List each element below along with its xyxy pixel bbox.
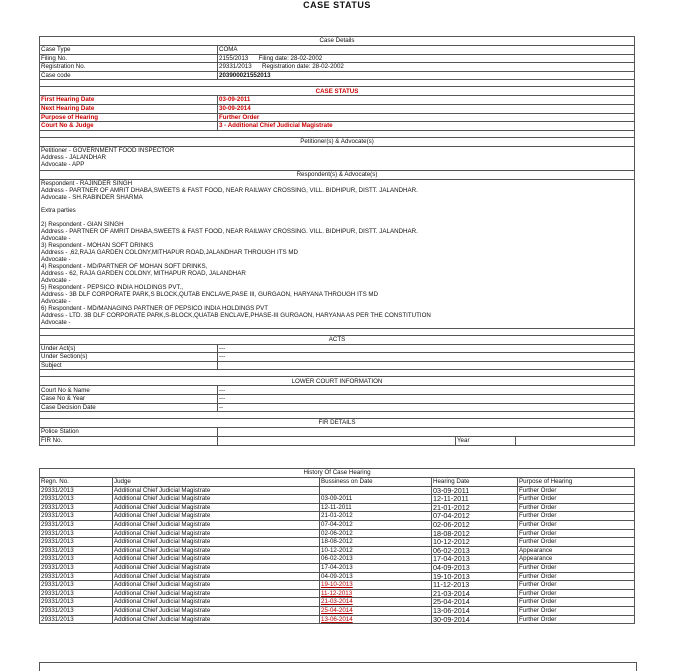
table-cell: Additional Chief Judicial Magistrate	[113, 615, 320, 624]
court-value: 3 - Additional Chief Judicial Magistrate	[218, 122, 635, 131]
spacer	[40, 370, 635, 377]
table-cell	[320, 581, 432, 590]
fir-header: FIR DETAILS	[40, 419, 635, 428]
table-cell: Further Order	[518, 520, 635, 529]
table-cell: 17-04-2013	[432, 555, 518, 564]
case-status-header: CASE STATUS	[40, 87, 635, 96]
table-cell: 21-01-2012	[432, 503, 518, 512]
business-date-link[interactable]: 25-04-2014	[321, 607, 353, 614]
table-cell: 06-02-2013	[432, 546, 518, 555]
under-acts-value: ---	[218, 344, 635, 353]
table-cell: Further Order	[518, 563, 635, 572]
table-cell: Further Order	[518, 538, 635, 547]
page-title: CASE STATUS	[303, 0, 371, 10]
table-cell: 13-06-2014	[432, 606, 518, 615]
first-hearing-value: 03-09-2011	[218, 96, 635, 105]
table-cell: Further Order	[518, 512, 635, 521]
under-sections-label: Under Section(s)	[40, 353, 218, 362]
column-header: Purpose of Hearing	[518, 478, 635, 487]
spacer	[40, 80, 635, 87]
lower-case-label: Case No & Year	[40, 395, 218, 404]
table-cell: Further Order	[518, 495, 635, 504]
table-cell	[320, 615, 432, 624]
fir-year-label: Year	[456, 437, 516, 445]
next-section-box	[39, 662, 637, 671]
column-header: Judge	[113, 478, 320, 487]
fir-no-row	[218, 436, 635, 445]
column-header: Regn. No.	[40, 478, 113, 487]
table-row	[40, 538, 635, 547]
table-cell: Additional Chief Judicial Magistrate	[113, 520, 320, 529]
table-cell: Additional Chief Judicial Magistrate	[113, 589, 320, 598]
business-date-link[interactable]: 19-10-2013	[321, 581, 353, 589]
table-cell: 29331/2013	[40, 486, 113, 495]
table-cell: 29331/2013	[40, 589, 113, 598]
table-cell: 07-04-2012	[320, 520, 432, 529]
table-cell: 21-03-2014	[432, 589, 518, 598]
table-row	[40, 581, 635, 590]
table-cell: Additional Chief Judicial Magistrate	[113, 495, 320, 504]
police-station-label: Police Station	[40, 428, 218, 437]
table-cell: 29331/2013	[40, 520, 113, 529]
table-cell: 10-12-2012	[320, 546, 432, 555]
table-cell: Additional Chief Judicial Magistrate	[113, 606, 320, 615]
table-row	[40, 546, 635, 555]
table-cell: 25-04-2014	[432, 598, 518, 607]
business-date-link[interactable]: 21-03-2014	[321, 598, 353, 606]
table-cell: 03-09-2011	[432, 486, 518, 495]
table-cell: 29331/2013	[40, 538, 113, 547]
table-row	[40, 598, 635, 607]
table-cell: 02-06-2012	[320, 529, 432, 538]
table-cell: 19-10-2013	[432, 572, 518, 581]
table-row	[40, 563, 635, 572]
table-cell: Further Order	[518, 529, 635, 538]
table-cell: 29331/2013	[40, 598, 113, 607]
table-cell: 12-11-2011	[432, 495, 518, 504]
table-cell: 30-09-2014	[432, 615, 518, 624]
history-rows	[40, 486, 635, 624]
fir-year-value	[516, 437, 634, 445]
table-cell: Additional Chief Judicial Magistrate	[113, 538, 320, 547]
lower-court-header: LOWER COURT INFORMATION	[40, 377, 635, 386]
table-cell: 29331/2013	[40, 503, 113, 512]
table-cell: 29331/2013	[40, 546, 113, 555]
table-row	[40, 512, 635, 521]
table-cell: 03-09-2011	[320, 495, 432, 504]
lower-court-value: ---	[218, 386, 635, 395]
case-type-label: Case Type	[40, 46, 218, 55]
business-date-link[interactable]: 13-06-2014	[321, 615, 353, 623]
table-cell: Further Order	[518, 615, 635, 624]
table-cell: 11-12-2013	[432, 581, 518, 590]
table-row	[40, 589, 635, 598]
table-cell: Additional Chief Judicial Magistrate	[113, 529, 320, 538]
table-cell: 12-11-2011	[320, 503, 432, 512]
table-row	[40, 495, 635, 504]
history-column-headers	[40, 478, 635, 487]
table-cell: 04-09-2013	[320, 572, 432, 581]
decision-date-value: --	[218, 403, 635, 412]
table-row	[40, 520, 635, 529]
table-cell: 29331/2013	[40, 555, 113, 564]
table-cell: 18-08-2012	[320, 538, 432, 547]
spacer	[40, 412, 635, 419]
table-cell	[320, 589, 432, 598]
table-cell	[320, 486, 432, 495]
table-row	[40, 555, 635, 564]
table-cell: Additional Chief Judicial Magistrate	[113, 563, 320, 572]
first-hearing-label: First Hearing Date	[40, 96, 218, 105]
table-row	[40, 572, 635, 581]
next-hearing-value: 30-09-2014	[218, 104, 635, 113]
business-date-link[interactable]: 11-12-2013	[321, 589, 353, 597]
table-cell: Further Order	[518, 486, 635, 495]
table-cell: 10-12-2012	[432, 538, 518, 547]
table-cell: Further Order	[518, 581, 635, 590]
petitioner-header: Petitioner(s) & Advocate(s)	[40, 137, 635, 146]
table-cell: Additional Chief Judicial Magistrate	[113, 512, 320, 521]
table-cell: Additional Chief Judicial Magistrate	[113, 581, 320, 590]
table-cell: 29331/2013	[40, 615, 113, 624]
case-details-table	[39, 36, 635, 446]
registration-no-value: 29331/2013 Registration date: 28-02-2002	[218, 63, 635, 72]
purpose-label: Purpose of Hearing	[40, 113, 218, 122]
table-cell: 06-02-2013	[320, 555, 432, 564]
case-type-value: COMA	[218, 46, 635, 55]
subject-value	[218, 361, 635, 370]
fir-no-label: FIR No.	[40, 436, 218, 445]
table-cell: 18-08-2012	[432, 529, 518, 538]
respondent-details: Respondent - RAJINDER SINGH Address - PARTNER OF AMRIT DHABA,SWEETS & FAST FOOD, NEAR RAILWAY CROSSING, VILL. BIDHIPUR, DISTT. JALANDHAR. Advocate - SH.RABINDER SHARMA Extra parties 2) Respondent - GIAN SINGH Address - PARTNER OF AMRIT DHABA,SWEETS & FAST FOOD, NEAR RAILWAY CROSSING. VILL. BIDHIPUR, DISTT. JALANDHAR. Advocate - 3) Respondent - MOHAN SOFT DRINKS Address - ,62,RAJA GARDEN COLONY,MITHAPUR ROAD,JALANDHAR THROUGH ITS MD Advocate - 4) Respondent - MD/PARTNER OF MOHAN SOFT DRINKS, Address - 62, RAJA GARDEN COLONY, MITHAPUR ROAD, JALANDHAR Advocate - 5) Respondent - PEPSICO INDIA HOLDINGS PVT., Address - 3B DLF CORPORATE PARK,S BLOCK,QUTAB ENCLAVE,PASE III, GURGAON, HARYANA THROUGH ITS MD Advocate - 6) Respondent - MD/MANAGING PARTNER OF PEPSICO INDIA HOLDINGS PVT Address - LTD. 3B DLF CORPORATE PARK,S-BLOCK,QUATAB ENCLAVE,PHASE-III GURGAON, HARYANA AS PER THE CONSTITUTION Advocate -	[40, 179, 635, 328]
table-cell: Additional Chief Judicial Magistrate	[113, 555, 320, 564]
history-header: History Of Case Hearing	[40, 469, 635, 478]
next-hearing-label: Next Hearing Date	[40, 104, 218, 113]
table-cell: 04-09-2013	[432, 563, 518, 572]
lower-case-value: ---	[218, 395, 635, 404]
table-cell	[320, 606, 432, 615]
registration-no-label: Registration No.	[40, 63, 218, 72]
table-cell: Further Order	[518, 589, 635, 598]
history-table	[39, 468, 635, 624]
purpose-value: Further Order	[218, 113, 635, 122]
table-row	[40, 606, 635, 615]
table-cell: Additional Chief Judicial Magistrate	[113, 572, 320, 581]
spacer	[40, 130, 635, 137]
table-row	[40, 615, 635, 624]
petitioner-details: Petitioner - GOVERNMENT FOOD INSPECTOR Address - JALANDHAR Advocate - APP	[40, 146, 635, 170]
case-details-header: Case Details	[40, 37, 635, 46]
table-cell: Additional Chief Judicial Magistrate	[113, 546, 320, 555]
table-cell: Further Order	[518, 503, 635, 512]
table-cell: 02-06-2012	[432, 520, 518, 529]
table-cell: Appearance	[518, 546, 635, 555]
table-cell: Appearance	[518, 555, 635, 564]
police-station-value	[218, 428, 635, 437]
table-cell: Further Order	[518, 572, 635, 581]
subject-label: Subject	[40, 361, 218, 370]
table-cell: Additional Chief Judicial Magistrate	[113, 503, 320, 512]
table-cell: Additional Chief Judicial Magistrate	[113, 598, 320, 607]
table-cell: 29331/2013	[40, 581, 113, 590]
table-cell: 29331/2013	[40, 563, 113, 572]
table-cell	[320, 598, 432, 607]
table-cell: 17-04-2013	[320, 563, 432, 572]
table-cell: 21-01-2012	[320, 512, 432, 521]
table-cell: 29331/2013	[40, 495, 113, 504]
case-code-label: Case code	[40, 71, 218, 80]
filing-no-label: Filing No.	[40, 54, 218, 63]
under-sections-value: ---	[218, 353, 635, 362]
acts-header: ACTS	[40, 335, 635, 344]
table-cell: 07-04-2012	[432, 512, 518, 521]
table-cell: 29331/2013	[40, 512, 113, 521]
under-acts-label: Under Act(s)	[40, 344, 218, 353]
spacer	[40, 328, 635, 335]
filing-no-value: 2155/2013 Filing date: 28-02-2002	[218, 54, 635, 63]
lower-court-label: Court No & Name	[40, 386, 218, 395]
respondent-header: Respondent(s) & Advocate(s)	[40, 170, 635, 179]
court-label: Court No & Judge	[40, 122, 218, 131]
table-cell: Additional Chief Judicial Magistrate	[113, 486, 320, 495]
table-row	[40, 529, 635, 538]
decision-date-label: Case Decision Date	[40, 403, 218, 412]
table-row	[40, 486, 635, 495]
column-header: Hearing Date	[432, 478, 518, 487]
table-cell: 29331/2013	[40, 606, 113, 615]
table-cell: 29331/2013	[40, 572, 113, 581]
column-header: Bussiness on Date	[320, 478, 432, 487]
table-cell: Further Order	[518, 606, 635, 615]
table-cell: Further Order	[518, 598, 635, 607]
fir-no-value	[218, 437, 456, 445]
case-code-value: 203900021552013	[218, 71, 635, 80]
table-cell: 29331/2013	[40, 529, 113, 538]
table-row	[40, 503, 635, 512]
